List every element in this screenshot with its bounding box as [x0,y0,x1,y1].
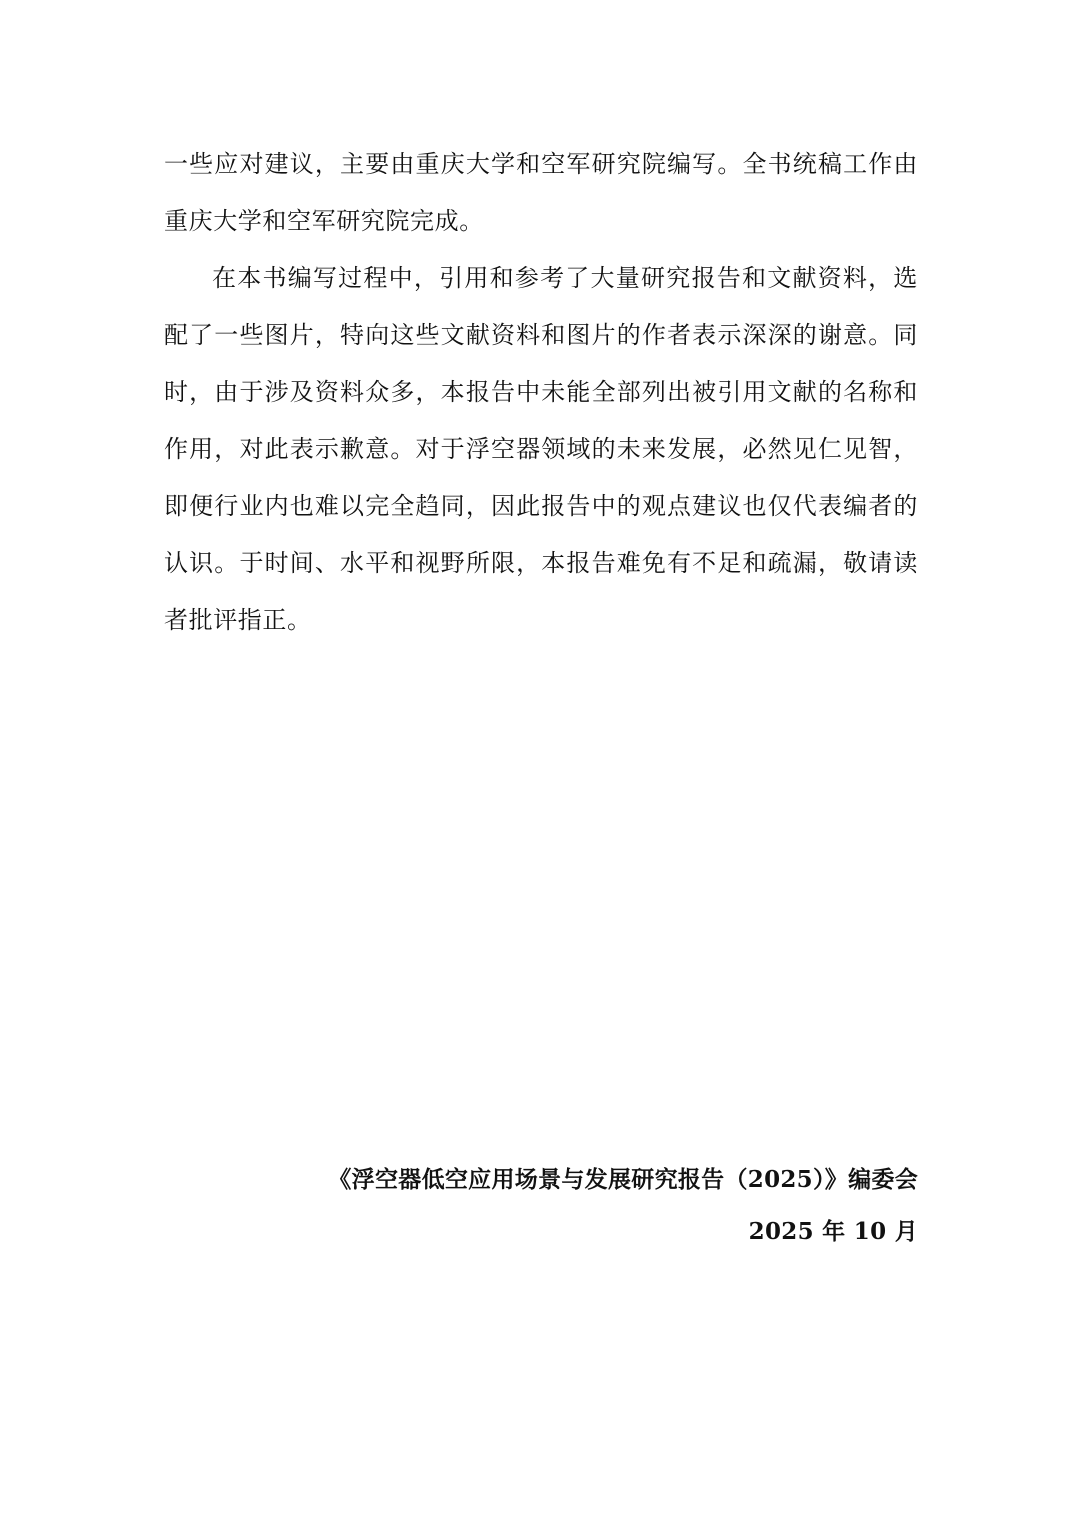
signature-date: 2025 年 10 月 [748,1218,918,1245]
signature-block [164,1156,918,1256]
editorial-committee: 《浮空器低空应用场景与发展研究报告（2025）》编委会 [328,1166,918,1193]
paragraph-acknowledgement: 在本书编写过程中，引用和参考了大量研究报告和文献资料，选配了一些图片，特向这些文献资料和图片的作者表示深深的谢意。同时，由于涉及资料众多，本报告中未能全部列出被引用文献的名称和作用，对此表示歉意。对于浮空器领域的未来发展，必然见仁见智，即便行业内也难以完全趋同，因此报告中的观点建议也仅代表编者的认识。于时间、水平和视野所限，本报告难免有不足和疏漏，敬请读者批评指正。 [164,264,918,634]
body-text [164,136,918,649]
paragraph-continuation: 一些应对建议，主要由重庆大学和空军研究院编写。全书统稿工作由重庆大学和空军研究院完成。 [164,150,918,235]
